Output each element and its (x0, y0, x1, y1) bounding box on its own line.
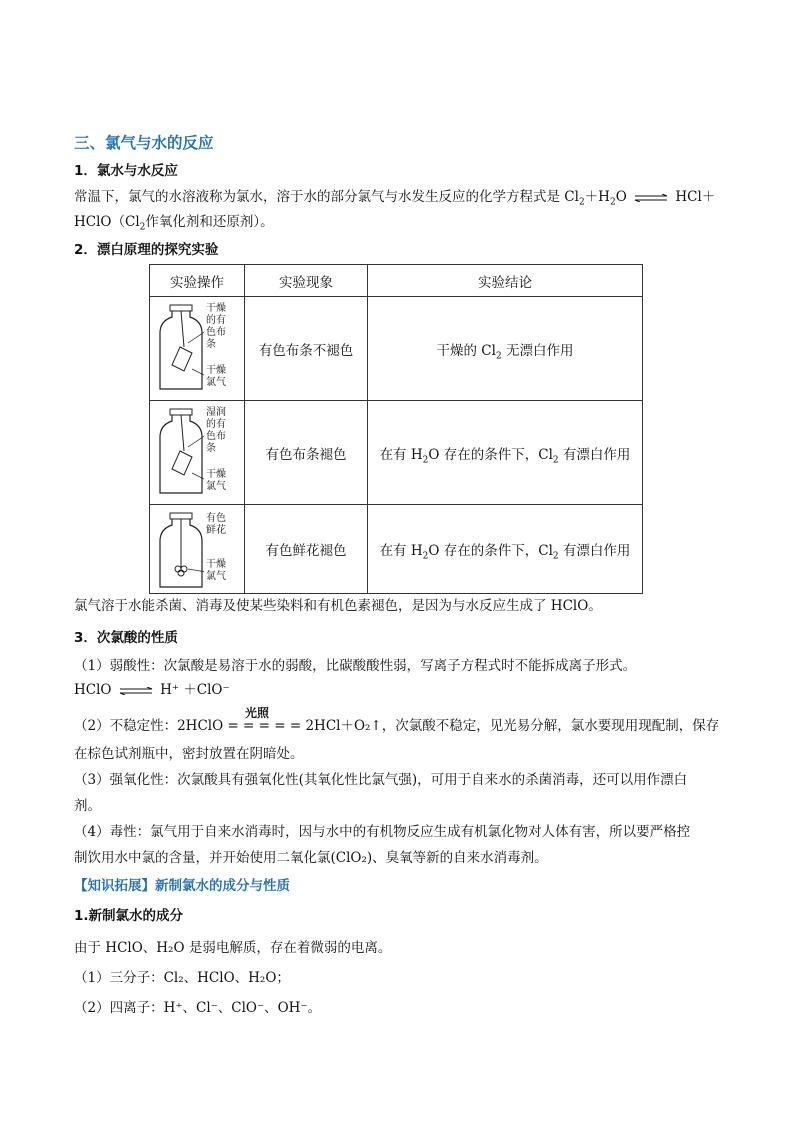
jar-label-top: 有色 鲜花 (206, 513, 226, 536)
extension-subheading: 1.新制氯水的成分 (74, 908, 184, 924)
subheading-1: 1．氯水与水反应 (74, 163, 178, 179)
conclusion-cell: 干燥的 $Cl_2$ 无漂白作用 (368, 297, 643, 401)
property-toxic-line1: （4）毒性：氯气用于自来水消毒时，因与水中的有机物反应生成有机氯化物对人体有害，所以要严格控 (74, 824, 691, 840)
header-phenomenon: 实验现象 (245, 265, 368, 297)
table-note: 氯气溶于水能杀菌、消毒及使某些染料和有机色素褪色，是因为与水反应生成了 HClO。 (74, 598, 602, 614)
table-header-row (150, 265, 643, 297)
reversible-arrow-icon (634, 194, 668, 202)
conclusion-cell: 在有 $H_2O$ 存在的条件下，$Cl_2$ 有漂白作用 (368, 505, 643, 594)
conclusion-cell: 在有 $H_2O$ 存在的条件下，$Cl_2$ 有漂白作用 (368, 401, 643, 505)
table-row (150, 401, 643, 505)
phenomenon-cell: 有色鲜花褪色 (245, 505, 368, 594)
property-oxidizing-line2: 剂。 (74, 798, 101, 814)
subheading-2: 2．漂白原理的探究实验 (74, 242, 219, 258)
table-row (150, 297, 643, 401)
phenomenon-cell: 有色布条褪色 (245, 401, 368, 505)
reaction-condition-light: 光照 (245, 706, 270, 720)
gas-jar-wet-cloth-icon (158, 407, 204, 499)
gas-jar-dry-cloth-icon (158, 303, 204, 395)
jar-diagram-cell (150, 297, 245, 401)
phenomenon-cell: 有色布条不褪色 (245, 297, 368, 401)
jar-label-bottom: 干燥 氯气 (206, 559, 226, 582)
property-unstable-line2: 在棕色试剂瓶中，密封放置在阴暗处。 (74, 746, 304, 762)
jar-label-top: 湿润 的有 色布 条 (206, 407, 226, 454)
property-unstable-line1: （2）不稳定性：2HClO = = = = = 2HCl＋O₂↑，次氯酸不稳定，见光易分解，氯水要现用现配制，保存 (74, 718, 720, 734)
reversible-arrow-icon (119, 687, 153, 695)
jar-diagram-cell (150, 505, 245, 594)
subheading-3: 3．次氯酸的性质 (74, 630, 178, 646)
paragraph-reaction-line2: $HClO(Cl_2$作氧化剂和还原剂）。 (74, 214, 274, 233)
extension-paragraph: 由于 HClO、H₂O 是弱电解质，存在着微弱的电离。 (74, 940, 392, 956)
four-ions: （2）四离子：H⁺、Cl⁻、ClO⁻、OH⁻。 (74, 1000, 322, 1016)
experiment-table (149, 264, 643, 594)
ionization-equation: HClO H⁺ ＋ClO⁻ (74, 682, 230, 698)
property-toxic-line2: 制饮用水中氯的含量，并开始使用二氧化氯(ClO₂)、臭氧等新的自来水消毒剂。 (74, 850, 548, 866)
header-conclusion: 实验结论 (368, 265, 643, 297)
jar-diagram-cell (150, 401, 245, 505)
section-heading: 三、氯气与水的反应 (74, 134, 214, 152)
paragraph-reaction-line1: 常温下，氯气的水溶液称为氯水，溶于水的部分氯气与水发生反应的化学方程式是 $Cl_2+H_2O$ HCl＋ (74, 189, 716, 208)
table-row (150, 505, 643, 594)
three-molecules: （1）三分子：Cl₂、HClO、H₂O； (74, 970, 290, 986)
gas-jar-flower-icon (158, 511, 204, 591)
property-weak-acid: （1）弱酸性：次氯酸是易溶于水的弱酸，比碳酸酸性弱，写离子方程式时不能拆成离子形式。 (74, 658, 637, 674)
jar-label-top: 干燥 的有 色布 条 (206, 303, 226, 350)
header-operation: 实验操作 (150, 265, 245, 297)
jar-label-bottom: 干燥 氯气 (206, 365, 226, 388)
jar-label-bottom: 干燥 氯气 (206, 469, 226, 492)
knowledge-extension-heading: 【知识拓展】新制氯水的成分与性质 (74, 878, 290, 894)
property-oxidizing-line1: （3）强氧化性：次氯酸具有强氧化性(其氧化性比氯气强)，可用于自来水的杀菌消毒，还可以用作漂白 (74, 772, 688, 788)
